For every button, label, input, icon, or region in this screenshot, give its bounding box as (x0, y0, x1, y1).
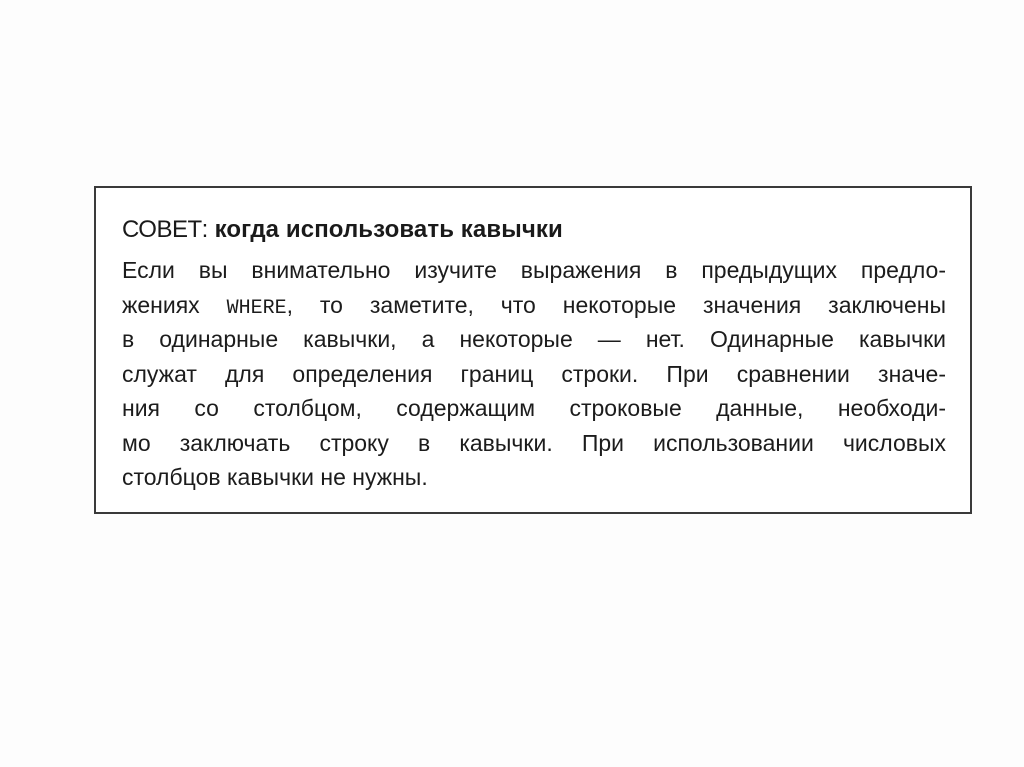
tip-body (122, 253, 946, 495)
tip-line: ния со столбцом, содержащим строковые данные, необходи- (122, 395, 946, 421)
tip-heading (122, 216, 946, 244)
tip-line: столбцов кавычки не нужны. (122, 464, 428, 490)
tip-title: когда использовать кавычки (214, 216, 563, 243)
tip-line: мо заключать строку в кавычки. При использовании числовых (122, 429, 946, 456)
tip-box (94, 186, 972, 514)
tip-line: служат для определения границ строки. При сравнении значе- (122, 360, 946, 387)
tip-line: Если вы внимательно изучите выражения в предыдущих предло- (122, 257, 946, 283)
sql-keyword-where: WHERE (226, 296, 287, 320)
tip-line-prefix: жениях (122, 291, 227, 318)
tip-label: СОВЕТ: (122, 216, 208, 243)
tip-line-suffix: , то заметите, что некоторые значения заключены (286, 291, 946, 318)
tip-line: в одинарные кавычки, а некоторые — нет. Одинарные кавычки (122, 326, 946, 352)
tip-line (122, 288, 946, 323)
